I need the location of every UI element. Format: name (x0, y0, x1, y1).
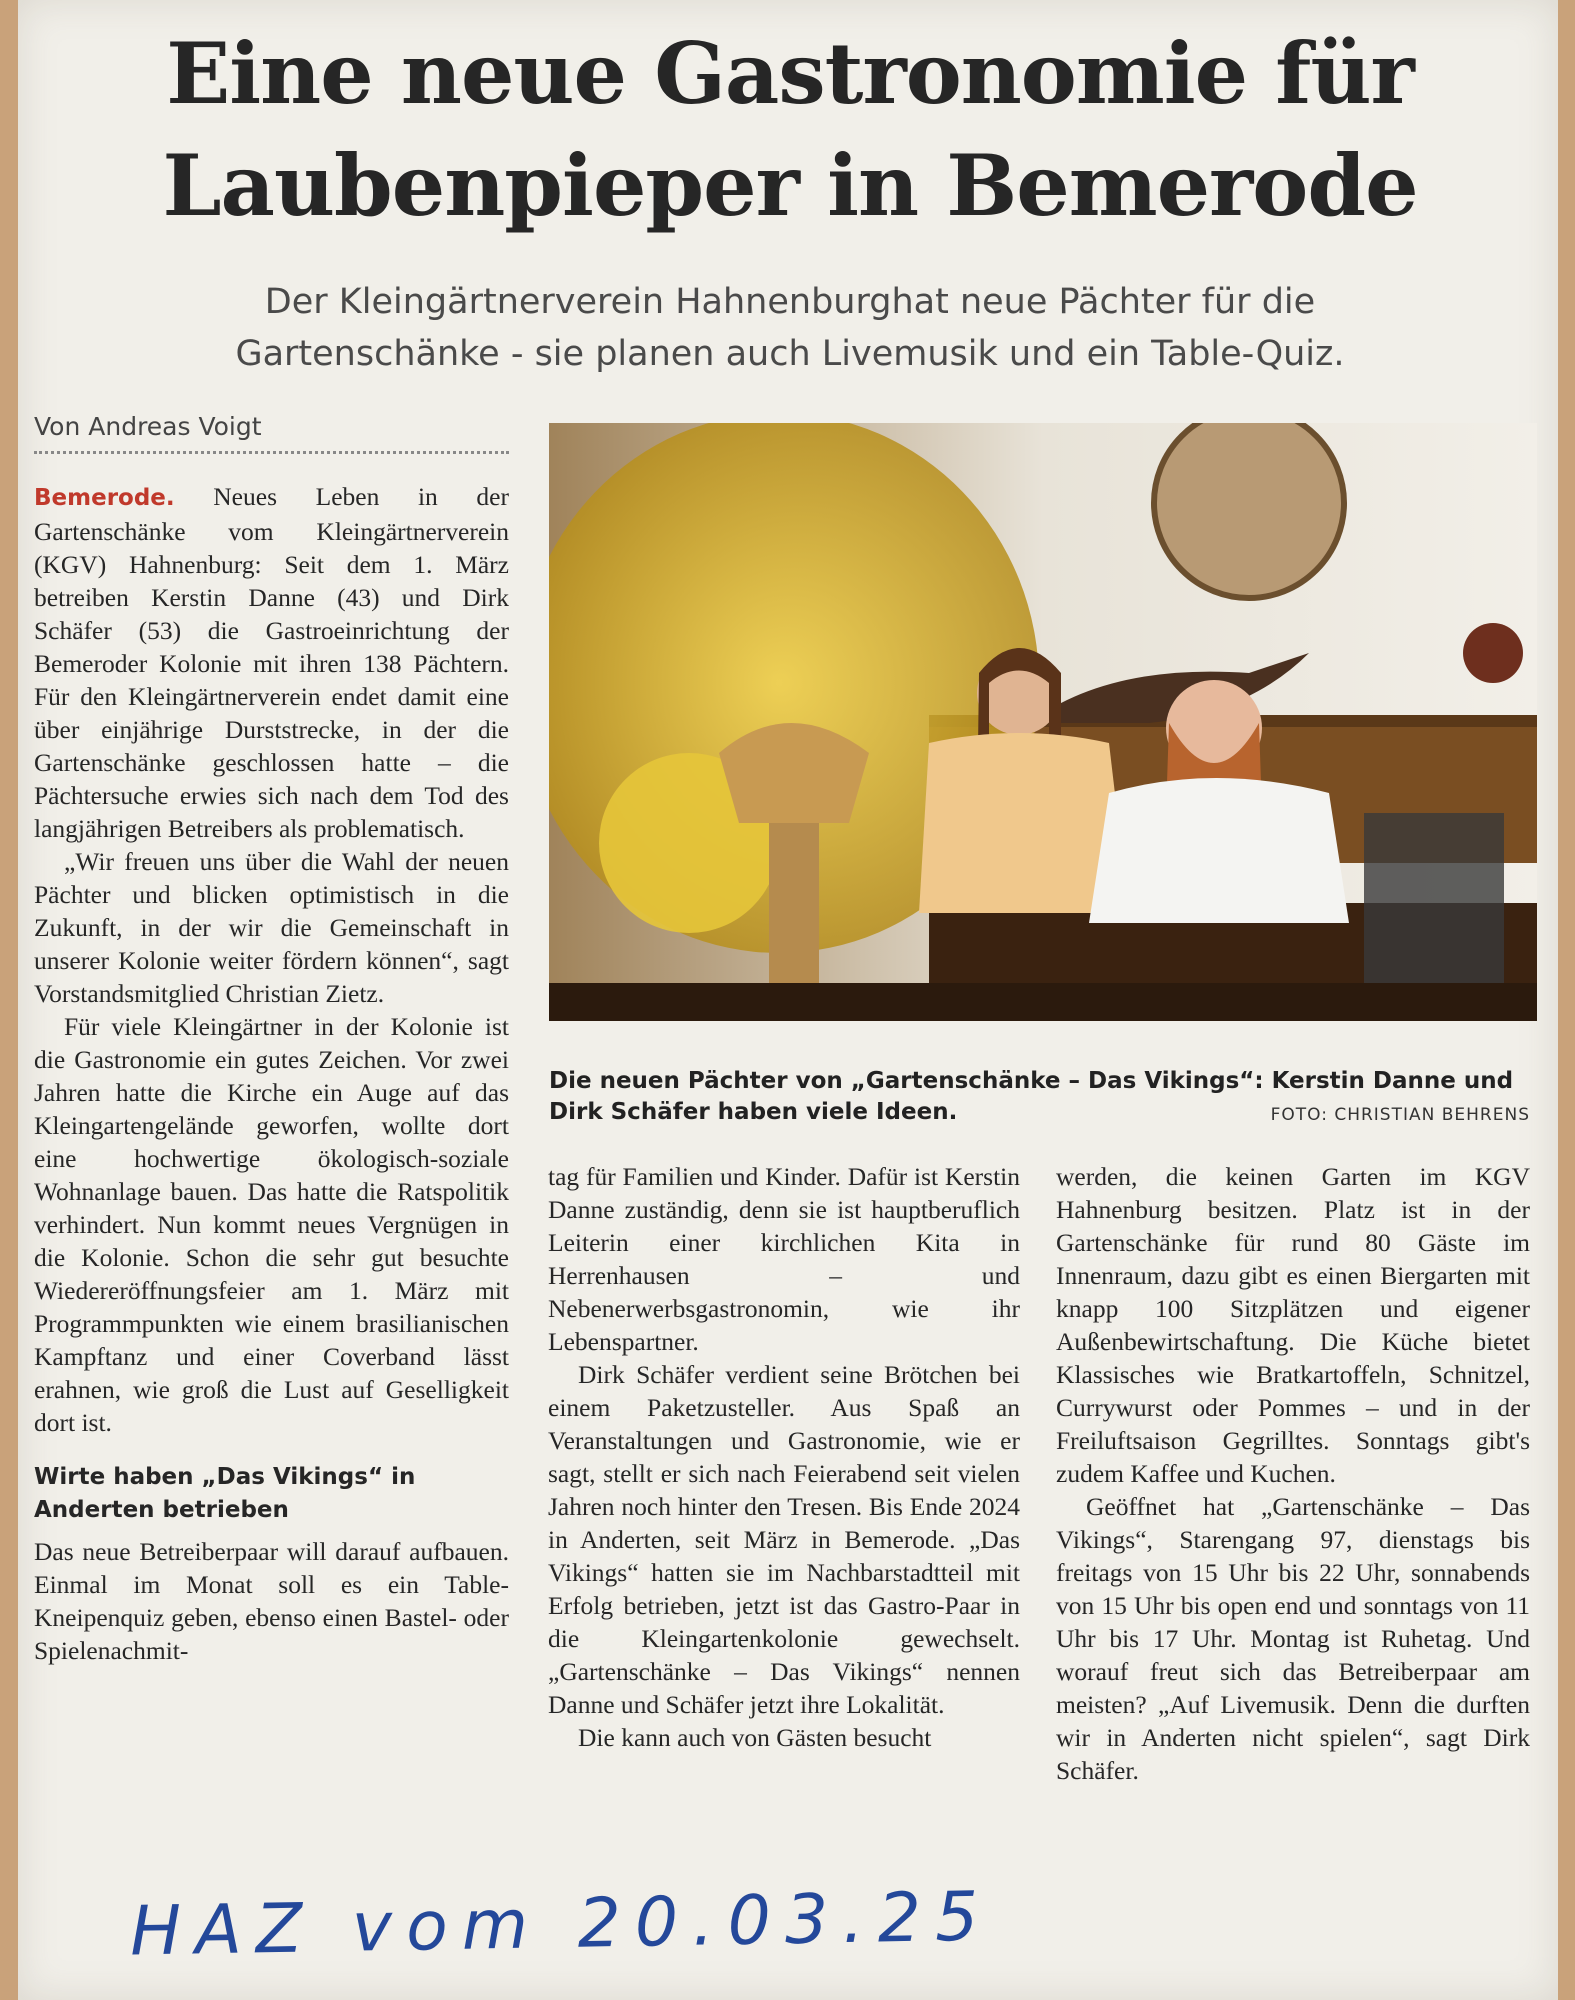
byline: Von Andreas Voigt (34, 412, 509, 454)
paragraph-8: werden, die keinen Garten im KGV Hahnenburg besitzen. Platz ist in der Gartenschänke für rund 80 Gäste im Innenraum, dazu gibt es einen Biergarten mit knapp 100 Sitzplätzen und eigener Außenbewirtschaftung. Die Küche bietet Klassisches wie Bratkartoffeln, Schnitzel, Currywurst oder Pommes – und in der Freiluftsaison Gegrilltes. Sonntags gibt's zudem Kaffee und Kuchen. (1056, 1162, 1530, 1488)
article-photo (549, 423, 1537, 1021)
article-column-1 (34, 480, 509, 1667)
headline-line-2: Laubenpieper in Bemerode (162, 136, 1418, 235)
paragraph-9: Geöffnet hat „Gartenschänke – Das Vikings“, Starengang 97, dienstags bis freitags von 15 Uhr bis 22 Uhr, sonnabends von 15 Uhr bis open end und sonntags von 11 Uhr bis 17 Uhr. Montag ist Ruhetag. Und worauf freut sich das Betreiberpaar am meisten? „Auf Livemusik. Denn die durften wir in Anderten nicht spielen“, sagt Dirk Schäfer. (1056, 1492, 1530, 1785)
subheadline (40, 276, 1540, 380)
paragraph-4: Das neue Betreiberpaar will darauf aufbauen. Einmal im Monat soll es ein Table-Kneipenquiz geben, ebenso einen Bastel- oder Spielenachmit- (34, 1537, 509, 1665)
photo-illustration (549, 423, 1537, 1021)
paragraph-2: „Wir freuen uns über die Wahl der neuen Pächter und blicken optimistisch in die Zukunft, in der wir die Gemeinschaft in unserer Kolonie weiter fördern können“, sagt Vorstandsmitglied Christian Zietz. (34, 847, 509, 1008)
paragraph-7: Die kann auch von Gästen besucht (578, 1723, 932, 1752)
paragraph-6: Dirk Schäfer verdient seine Brötchen bei einem Paketzusteller. Aus Spaß an Veranstaltungen und Gastronomie, wie er sagt, stellt er sich nach Feierabend seit vielen Jahren noch hinter den Tresen. Bis Ende 2024 in Anderten, seit März in Bemerode. „Das Vikings“ hatten sie im Nachbarstadtteil mit Erfolg betrieben, jetzt ist das Gastro-Paar in die Kleingartenkolonie gewechselt. „Gartenschänke – Das Vikings“ nennen Danne und Schäfer jetzt ihre Lokalität. (548, 1360, 1020, 1719)
headline (40, 18, 1540, 242)
handwritten-source-note: HAZ vom 20.03.25 (129, 1877, 993, 1972)
paragraph-3: Für viele Kleingärtner in der Kolonie ist die Gastronomie ein gutes Zeichen. Vor zwei Jahren hatte die Kirche ein Auge auf das Kleingartengelände geworfen, wollte dort eine hochwertige ökologisch-soziale Wohnanlage bauen. Das hatte die Ratspolitik verhindert. Nun kommt neues Vergnügen in die Kolonie. Schon die sehr gut besuchte Wiedereröffnungsfeier am 1. März mit Programmpunkten wie einem brasilianischen Kampftanz und einer Coverband lässt erahnen, wie groß die Lust auf Geselligkeit dort ist. (34, 1012, 509, 1437)
dateline: Bemerode. (34, 485, 175, 511)
photo-credit: FOTO: CHRISTIAN BEHRENS (1270, 1105, 1530, 1125)
photo-caption: Die neuen Pächter von „Gartenschänke – Das Vikings“: Kerstin Danne und Dirk Schäfer haben viele Ideen. (549, 1068, 1514, 1125)
paragraph-5: tag für Familien und Kinder. Dafür ist Kerstin Danne zuständig, denn sie ist hauptberuflich Leiterin einer kirchlichen Kita in Herrenhausen – und Nebenerwerbsgastronomin, wie ihr Lebenspartner. (548, 1162, 1020, 1356)
subheadline-line-1: Der Kleingärtnerverein Hahnenburghat neue Pächter für die (264, 282, 1316, 322)
paragraph-1 (34, 480, 509, 845)
article-column-2 (548, 1160, 1020, 1754)
article-column-3 (1056, 1160, 1530, 1787)
subheadline-line-2: Gartenschänke - sie planen auch Livemusik und ein Table-Quiz. (235, 334, 1345, 374)
paragraph-1-text: Neues Leben in der Gartenschänke vom Kleingärtnerverein (KGV) Hahnenburg: Seit dem 1. März betreiben Kerstin Danne (43) und Dirk Schäfer (53) die Gastroeinrichtung der Bemeroder Kolonie mit ihren 138 Pächtern. Für den Kleingärtnerverein endet damit eine über einjährige Durststrecke, in der die Gartenschänke geschlossen hatte – die Pächtersuche erwies sich nach dem Tod des langjährigen Betreibers als problematisch. (34, 482, 509, 843)
section-subheading: Wirte haben „Das Vikings“ in Anderten betrieben (34, 1464, 416, 1523)
headline-line-1: Eine neue Gastronomie für (166, 24, 1414, 123)
